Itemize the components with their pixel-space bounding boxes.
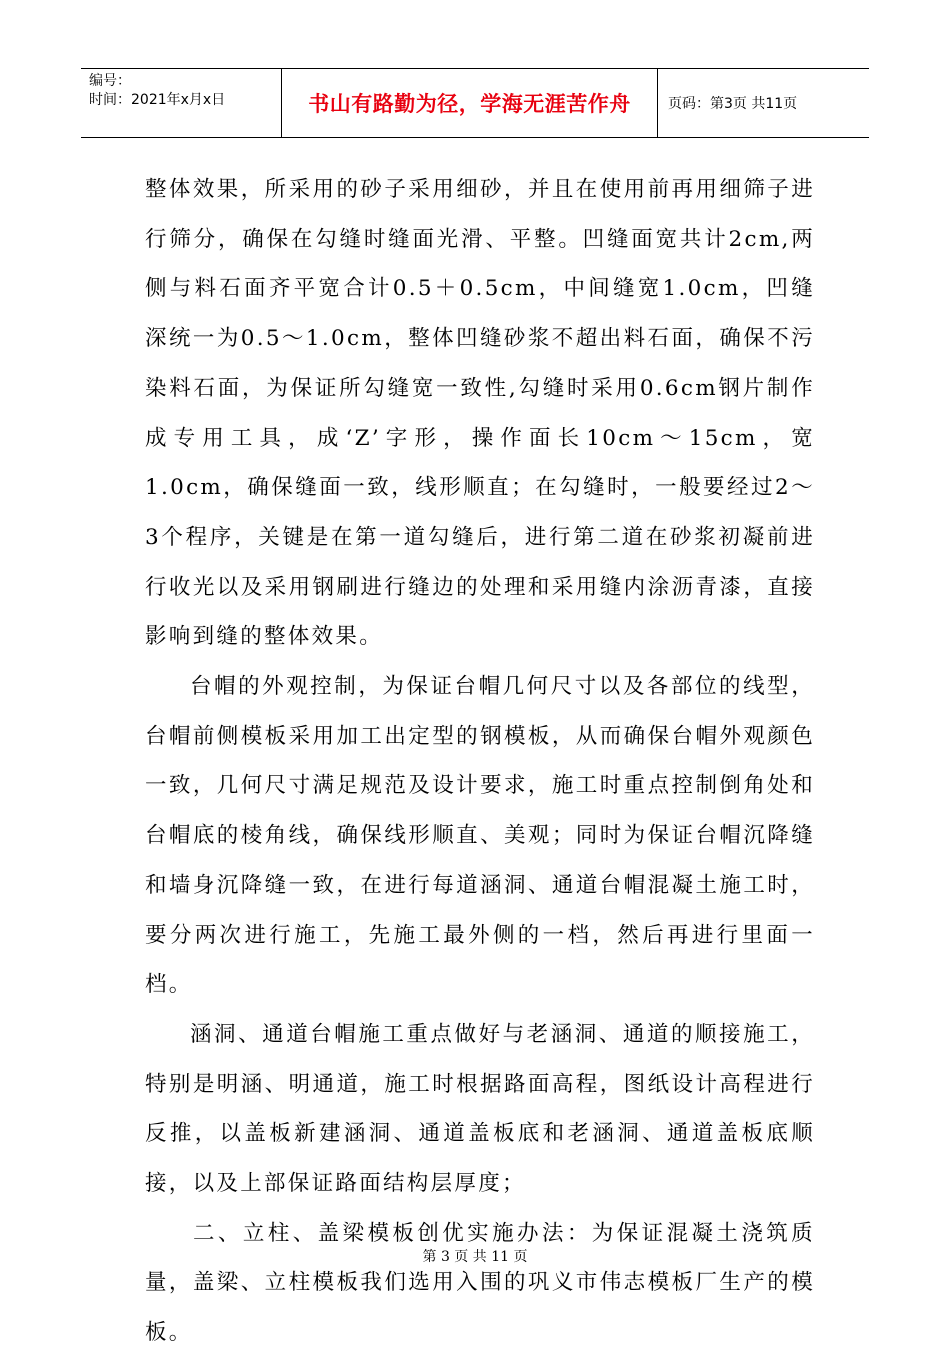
paragraph-2: 台帽的外观控制，为保证台帽几何尺寸以及各部位的线型，台帽前侧模板采用加工出定型的钢模板，从而确保台帽外观颜色一致，几何尺寸满足规范及设计要求，施工时重点控制倒角处和台帽底的棱角线，确保线形顺直、美观；同时为保证台帽沉降缝和墙身沉降缝一致，在进行每道涵洞、通道台帽混凝土施工时，要分两次进行施工，先施工最外侧的一档，然后再进行里面一档。 — [145, 674, 815, 998]
header-meta — [81, 69, 282, 137]
time-label: 时间：2021年x月x日 — [89, 92, 226, 108]
paragraph-3: 涵洞、通道台帽施工重点做好与老涵洞、通道的顺接施工，特别是明涵、明通道，施工时根据路面高程，图纸设计高程进行反推，以盖板新建涵洞、通道盖板底和老涵洞、通道盖板底顺接，以及上部保证路面结构层厚度； — [145, 1021, 815, 1197]
header-slogan: 书山有路勤为径，学海无涯苦作舟 — [282, 69, 658, 137]
paragraph-1: 整体效果，所采用的砂子采用细砂，并且在使用前再用细筛子进行筛分，确保在勾缝时缝面光滑、平整。凹缝面宽共计2cm,两侧与料石面齐平宽合计0.5＋0.5cm，中间缝宽1.0cm，凹缝深统一为0.5～1.0cm，整体凹缝砂浆不超出料石面，确保不污染料石面，为保证所勾缝宽一致性,勾缝时采用0.6cm钢片制作成专用工具，成‘Z’字形，操作面长10cm～15cm，宽1.0cm，确保缝面一致，线形顺直；在勾缝时，一般要经过2～3个程序，关键是在第一道勾缝后，进行第二道在砂浆初凝前进行收光以及采用钢刷进行缝边的处理和采用缝内涂沥青漆，直接影响到缝的整体效果。 — [145, 177, 815, 650]
header-page-info: 页码：第3页 共11页 — [668, 96, 798, 112]
paragraph-4: 二、立柱、盖梁模板创优实施办法：为保证混凝土浇筑质量，盖梁、立柱模板我们选用入围的巩义市伟志模板厂生产的模板。 — [145, 1220, 815, 1346]
number-label: 编号： — [89, 73, 131, 89]
document-body — [145, 165, 815, 1358]
page-header — [81, 68, 869, 138]
page-footer: 第 3 页 共 11 页 — [422, 1249, 528, 1265]
